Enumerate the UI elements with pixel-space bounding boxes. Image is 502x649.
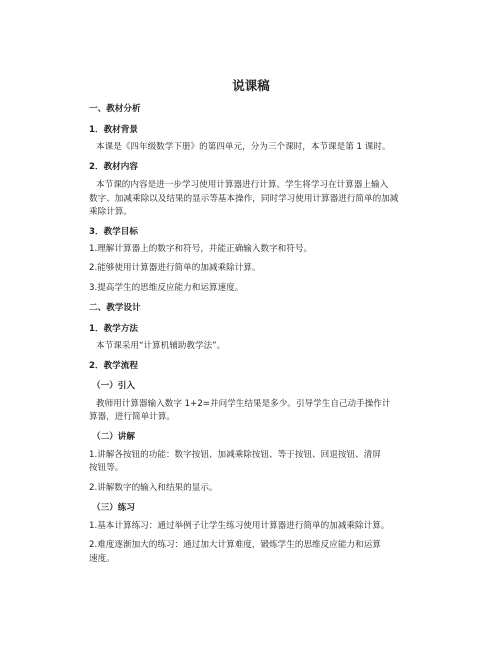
subheading-teaching-method: 1．教学方法 — [89, 324, 138, 334]
subheading-material-content: 2．教材内容 — [89, 162, 138, 172]
subheading-teaching-goals: 3．教学目标 — [89, 227, 138, 237]
explanation-item-1-line1: 1.讲解各按钮的功能：数字按钮、加减乘除按钮、等于按钮、回退按钮、清屏 — [89, 450, 381, 460]
practice-item-2-line2: 速度。 — [89, 554, 115, 564]
paragraph-teaching-method: 本节课采用“计算机辅助教学法”。 — [96, 341, 226, 351]
teaching-goal-1: 1.理解计算器上的数字和符号，并能正确输入数字和符号。 — [89, 244, 313, 254]
subheading-teaching-process: 2．教学流程 — [89, 361, 138, 371]
step-heading-practice: （三）练习 — [92, 503, 135, 513]
paragraph-introduction-line1: 教师用计算器输入数字 1+2=并问学生结果是多少。引导学生自己动手操作计 — [96, 399, 391, 409]
teaching-goal-3: 3.提高学生的思维反应能力和运算速度。 — [89, 283, 244, 293]
explanation-item-1-line2: 按钮等。 — [89, 463, 124, 473]
step-heading-explanation: （二）讲解 — [92, 432, 135, 442]
explanation-item-2: 2.讲解数字的输入和结果的显示。 — [89, 483, 218, 493]
practice-item-1: 1.基本计算练习：通过举例子让学生练习使用计算器进行简单的加减乘除计算。 — [89, 521, 390, 531]
document-title: 说课稿 — [232, 78, 270, 93]
subheading-material-background: 1．教材背景 — [89, 125, 138, 135]
paragraph-material-content-line2: 数字、加减乘除以及结果的显示等基本操作，同时学习使用计算器进行简单的加减 — [89, 194, 399, 204]
practice-item-2-line1: 2.难度逐渐加大的练习：通过加大计算难度，锻炼学生的思维反应能力和运算 — [89, 540, 381, 550]
paragraph-material-content-line3: 乘除计算。 — [89, 207, 132, 217]
section-heading-material-analysis: 一、教材分析 — [89, 104, 141, 114]
paragraph-material-content-line1: 本节课的内容是进一步学习使用计算器进行计算。学生将学习在计算器上输入 — [96, 180, 389, 190]
paragraph-introduction-line2: 算器，进行简单计算。 — [89, 412, 175, 422]
step-heading-introduction: （一）引入 — [92, 381, 135, 391]
paragraph-material-background: 本课是《四年级数学下册》的第四单元，分为三个课时，本节课是第 1 课时。 — [96, 142, 391, 152]
teaching-goal-2: 2.能够使用计算器进行简单的加减乘除计算。 — [89, 263, 261, 273]
section-heading-teaching-design: 二、教学设计 — [89, 303, 141, 313]
